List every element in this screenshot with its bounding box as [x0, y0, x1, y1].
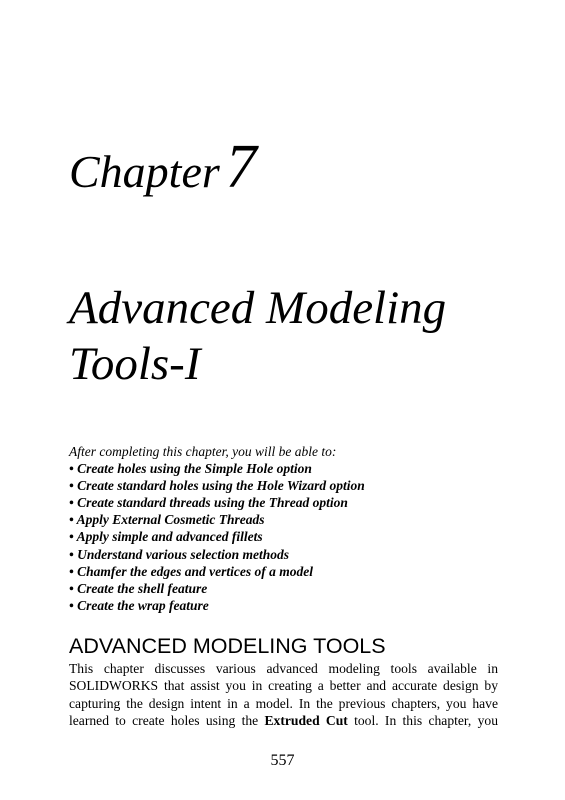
objective-text: Create holes using the Simple Hole option: [77, 461, 312, 477]
objective-text: Understand various selection methods: [77, 546, 290, 562]
objective-item: [69, 597, 509, 614]
objective-text: Create the shell feature: [77, 580, 208, 596]
objective-text: Chamfer the edges and vertices of a model: [77, 563, 313, 579]
chapter-number: 7: [225, 133, 257, 201]
objective-text: Apply External Cosmetic Threads: [76, 512, 265, 528]
chapter-title: [69, 280, 539, 392]
objective-text: Create the wrap feature: [77, 597, 209, 613]
chapter-label: [69, 133, 257, 201]
bullet: •: [69, 478, 74, 494]
objective-text: Apply simple and advanced fillets: [76, 529, 263, 545]
bullet: •: [69, 580, 74, 596]
objective-text: Create standard holes using the Hole Wizard option: [77, 478, 365, 494]
page-number: 557: [270, 752, 295, 769]
objective-text: Create standard threads using the Thread option: [77, 495, 348, 511]
body-paragraph: [69, 660, 498, 729]
chapter-title-line-2: Tools-I: [69, 338, 201, 390]
objective-item: [69, 546, 509, 563]
bullet: •: [69, 495, 74, 511]
bullet: •: [69, 597, 74, 613]
objectives-intro: After completing this chapter, you will be able to:: [69, 444, 337, 459]
section-heading: ADVANCED MODELING TOOLS: [69, 634, 386, 658]
bullet: •: [69, 546, 74, 562]
paragraph-text: This chapter discusses various advanced modeling tools available in SOLIDWORKS that assist you in creating a better and accurate design by capturing the design intent in a model. In the previous chapters, you have learned to create holes using the: [69, 661, 498, 728]
learning-objectives: [69, 443, 509, 614]
tool-name-extruded-cut: Extruded Cut: [264, 712, 348, 728]
chapter-title-line-1: Advanced Modeling: [69, 282, 447, 334]
bullet: •: [69, 512, 74, 528]
paragraph-text-continued: tool. In this chapter, you: [347, 712, 498, 728]
objective-item: [69, 511, 509, 528]
bullet: •: [69, 461, 74, 477]
objectives-list: [69, 460, 509, 614]
objective-item: [69, 580, 509, 597]
chapter-word: Chapter: [69, 146, 220, 197]
objective-item: [69, 563, 509, 580]
bullet: •: [69, 529, 74, 545]
bullet: •: [69, 563, 74, 579]
objective-item: [69, 528, 509, 545]
objective-item: [69, 477, 509, 494]
objective-item: [69, 460, 509, 477]
objective-item: [69, 494, 509, 511]
